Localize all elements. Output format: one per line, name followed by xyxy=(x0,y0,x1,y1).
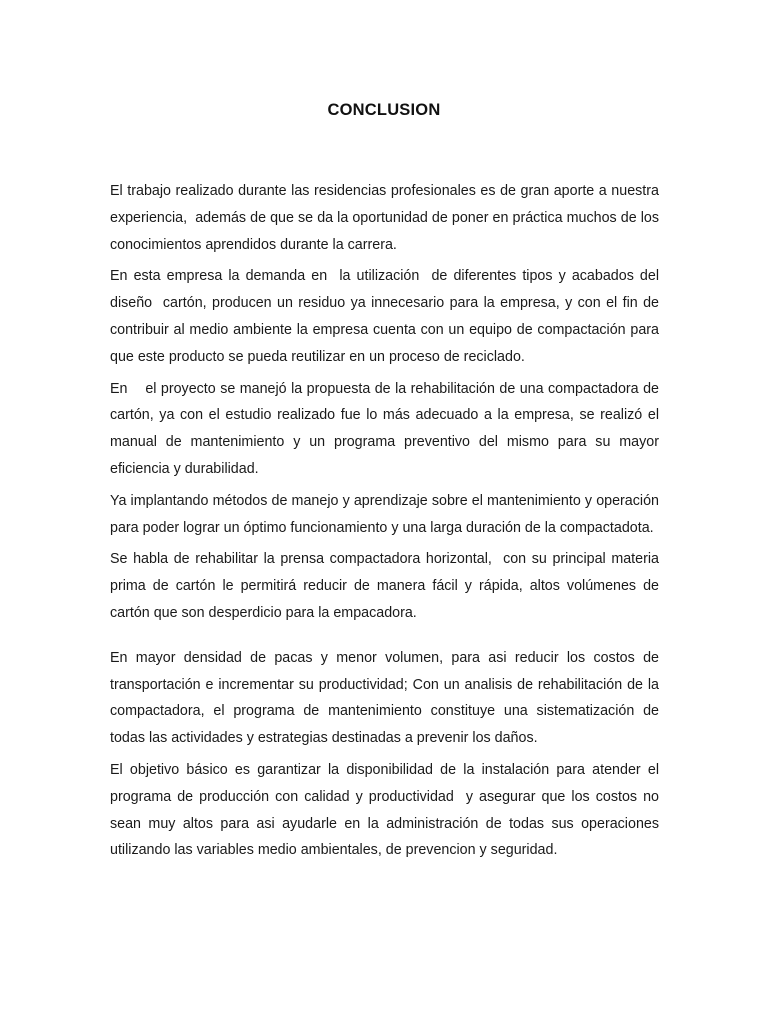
paragraph-2: En esta empresa la demanda en la utilización de diferentes tipos y acabados del diseño cartón, producen un residuo ya innecesario para la empresa, y con el fin de contribuir al medio ambiente la empresa cuenta con un equipo de compactación para que este producto se pueda reutilizar en un proceso de reciclado. xyxy=(110,268,663,365)
paragraph-5: Se habla de rehabilitar la prensa compactadora horizontal, con su principal materia prima de cartón le permitirá reducir de manera fácil y rápida, altos volúmenes de cartón que son desperdicio para la empacadora. xyxy=(110,551,663,621)
paragraph-1: El trabajo realizado durante las residencias profesionales es de gran aporte a nuestra experiencia, además de que se da la oportunidad de poner en práctica muchos de los conocimientos aprendidos durante la carrera. xyxy=(110,183,663,253)
paragraph-6: En mayor densidad de pacas y menor volumen, para asi reducir los costos de transportación e incrementar su productividad; Con un analisis de rehabilitación de la compactadora, el programa de mantenimiento constituye una sistematización de todas las actividades y estrategias destinadas a prevenir los daños. xyxy=(110,649,663,747)
paragraph-3: En el proyecto se manejó la propuesta de la rehabilitación de una compactadora de cartón, ya con el estudio realizado fue lo más adecuado a la empresa, se realizó el manual de mantenimiento y un programa preventivo del mismo para su mayor eficiencia y durabilidad. xyxy=(110,380,663,477)
page-title: CONCLUSION xyxy=(327,101,441,119)
paragraph-7: El objetivo básico es garantizar la disponibilidad de la instalación para atender el programa de producción con calidad y productividad y asegurar que los costos no sean muy altos para asi ayudarle en la administración de todas sus operaciones utilizando las variables medio ambientales, de prevencion y seguridad. xyxy=(110,761,663,859)
paragraph-4: Ya implantando métodos de manejo y aprendizaje sobre el mantenimiento y operación para poder lograr un óptimo funcionamiento y una larga duración de la compactadota. xyxy=(110,492,663,536)
conclusion-body xyxy=(110,178,663,869)
